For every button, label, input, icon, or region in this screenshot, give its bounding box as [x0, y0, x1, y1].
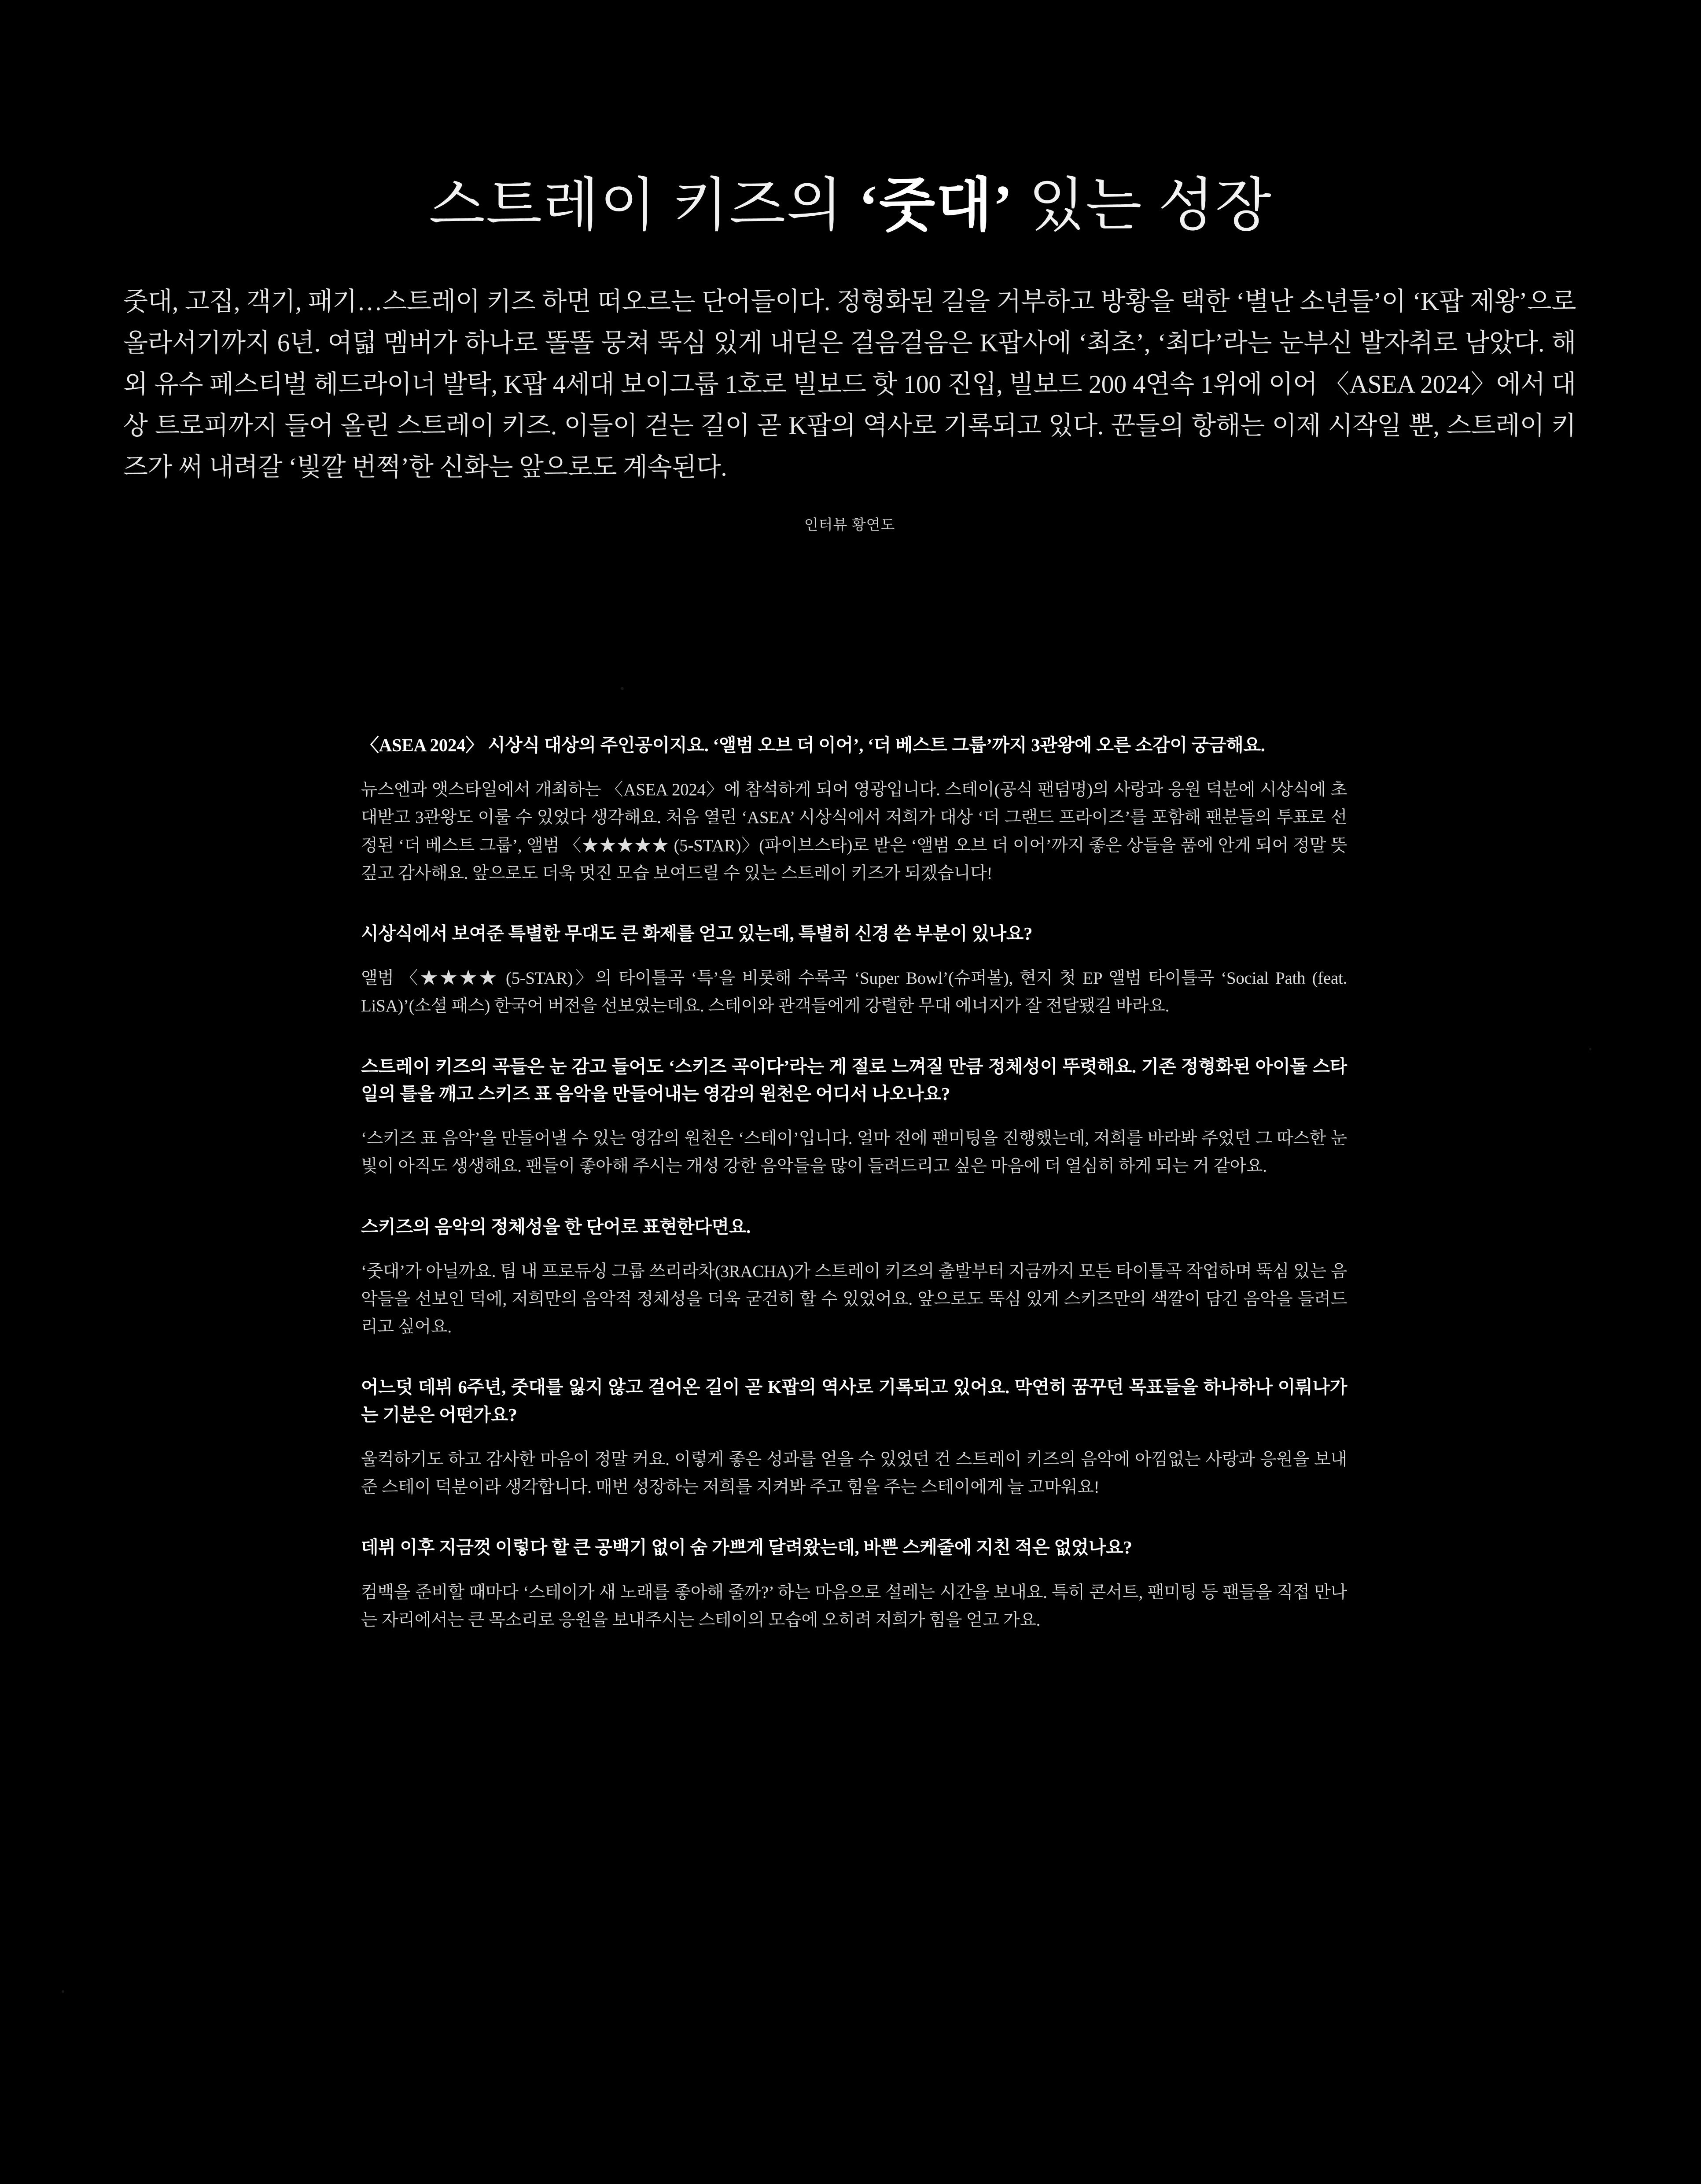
question-text: 시상식에서 보여준 특별한 무대도 큰 화제를 얻고 있는데, 특별히 신경 쓴 부분이 있나요? [361, 923, 1033, 944]
page-title-accent: ‘줏대’ [858, 173, 1013, 238]
page-title-prefix: 스트레이 키즈의 [429, 173, 859, 238]
qa-item [361, 1373, 1347, 1501]
page-title-suffix: 있는 성장 [1013, 173, 1272, 238]
background-speck [1589, 1048, 1591, 1050]
qa-item [361, 731, 1347, 887]
question-text: 스트레이 키즈의 곡들은 눈 감고 들어도 ‘스키즈 곡이다’라는 게 절로 느껴질 만큼 정체성이 뚜렷해요. 기존 정형화된 아이돌 스타일의 틀을 깨고 스키즈 표 음악을 만들어내는 영감의 원천은 어디서 나오나요? [361, 1056, 1347, 1104]
answer-text: ‘줏대’가 아닐까요. 팀 내 프로듀싱 그룹 쓰리라차(3RACHA)가 스트레이 키즈의 출발부터 지금까지 모든 타이틀곡 작업하며 뚝심 있는 음악들을 선보인 덕에, 저희만의 음악적 정체성을 더욱 굳건히 할 수 있었어요. 앞으로도 뚝심 있게 스키즈만의 색깔이 담긴 음악을 들려드리고 싶어요. [361, 1262, 1347, 1337]
answer-text: 뉴스엔과 앳스타일에서 개최하는 〈ASEA 2024〉에 참석하게 되어 영광입니다. 스테이(공식 팬덤명)의 사랑과 응원 덕분에 시상식에 초대받고 3관왕도 이룰 수 있었다 생각해요. 처음 열린 ‘ASEA’ 시상식에서 저희가 대상 ‘더 그랜드 프라이즈’를 포함해 팬분들의 투표로 선정된 ‘더 베스트 그룹’, 앨범 〈★★★★★ (5-STAR)〉(파이브스타)로 받은 ‘앨범 오브 더 이어’까지 좋은 상들을 품에 안게 되어 정말 뜻깊고 감사해요. 앞으로도 더욱 멋진 모습 보여드릴 수 있는 스트레이 키즈가 되겠습니다! [361, 780, 1347, 883]
background-speck [621, 687, 624, 690]
qa-item [361, 1534, 1347, 1634]
question-text: 데뷔 이후 지금껏 이렇다 할 큰 공백기 없이 숨 가쁘게 달려왔는데, 바쁜 스케줄에 지친 적은 없었나요? [361, 1537, 1132, 1558]
question-text: 스키즈의 음악의 정체성을 한 단어로 표현한다면요. [361, 1216, 751, 1237]
background-speck [62, 1990, 64, 1993]
answer-text: 컴백을 준비할 때마다 ‘스테이가 새 노래를 좋아해 줄까?’ 하는 마음으로 설레는 시간을 보내요. 특히 콘서트, 팬미팅 등 팬들을 직접 만나는 자리에서는 큰 목소리로 응원을 보내주시는 스테이의 모습에 오히려 저희가 힘을 얻고 가요. [361, 1583, 1347, 1630]
answer-text: ‘스키즈 표 음악’을 만들어낼 수 있는 영감의 원천은 ‘스테이’입니다. 얼마 전에 팬미팅을 진행했는데, 저희를 바라봐 주었던 그 따스한 눈빛이 아직도 생생해요. 팬들이 좋아해 주시는 개성 강한 음악들을 많이 들려드리고 싶은 마음에 더 열심히 하게 되는 거 같아요. [361, 1129, 1347, 1176]
page-title [0, 171, 1701, 240]
question-text: 〈ASEA 2024〉 시상식 대상의 주인공이지요. ‘앨범 오브 더 이어’, ‘더 베스트 그룹’까지 3관왕에 오른 소감이 궁금해요. [361, 735, 1265, 755]
answer-text: 앨범 〈★★★★ (5-STAR)〉의 타이틀곡 ‘특’을 비롯해 수록곡 ‘Super Bowl’(슈퍼볼), 현지 첫 EP 앨범 타이틀곡 ‘Social Path (feat. LiSA)’(소셜 패스) 한국어 버전을 선보였는데요. 스테이와 관객들에게 강렬한 무대 에너지가 잘 전달됐길 바라요. [361, 969, 1347, 1016]
qa-item [361, 1213, 1347, 1341]
byline: 인터뷰 황연도 [804, 517, 895, 533]
question-text: 어느덧 데뷔 6주년, 줏대를 잃지 않고 걸어온 길이 곧 K팝의 역사로 기록되고 있어요. 막연히 꿈꾸던 목표들을 하나하나 이뤄나가는 기분은 어떤가요? [361, 1377, 1347, 1425]
qa-item [361, 920, 1347, 1020]
qa-item [361, 1053, 1347, 1181]
lead-section [123, 255, 1576, 534]
answer-text: 울컥하기도 하고 감사한 마음이 정말 커요. 이렇게 좋은 성과를 얻을 수 있었던 건 스트레이 키즈의 음악에 아낌없는 사랑과 응원을 보내준 스테이 덕분이라 생각합니다. 매번 성장하는 저희를 지켜봐 주고 힘을 주는 스테이에게 늘 고마워요! [361, 1450, 1347, 1497]
interview-section [361, 713, 1347, 1651]
lead-paragraph: 줏대, 고집, 객기, 패기…스트레이 키즈 하면 떠오르는 단어들이다. 정형화된 길을 거부하고 방황을 택한 ‘별난 소년들’이 ‘K팝 제왕’으로 올라서기까지 6년. 여덟 멤버가 하나로 똘똘 뭉쳐 뚝심 있게 내딛은 걸음걸음은 K팝사에 ‘최초’, ‘최다’라는 눈부신 발자취로 남았다. 해외 유수 페스티벌 헤드라이너 발탁, K팝 4세대 보이그룹 1호로 빌보드 핫 100 진입, 빌보드 200 4연속 1위에 이어 〈ASEA 2024〉에서 대상 트로피까지 들어 올린 스트레이 키즈. 이들이 걷는 길이 곧 K팝의 역사로 기록되고 있다. 꾼들의 항해는 이제 시작일 뿐, 스트레이 키즈가 써 내려갈 ‘빛깔 번쩍’한 신화는 앞으로도 계속된다. [123, 287, 1576, 481]
